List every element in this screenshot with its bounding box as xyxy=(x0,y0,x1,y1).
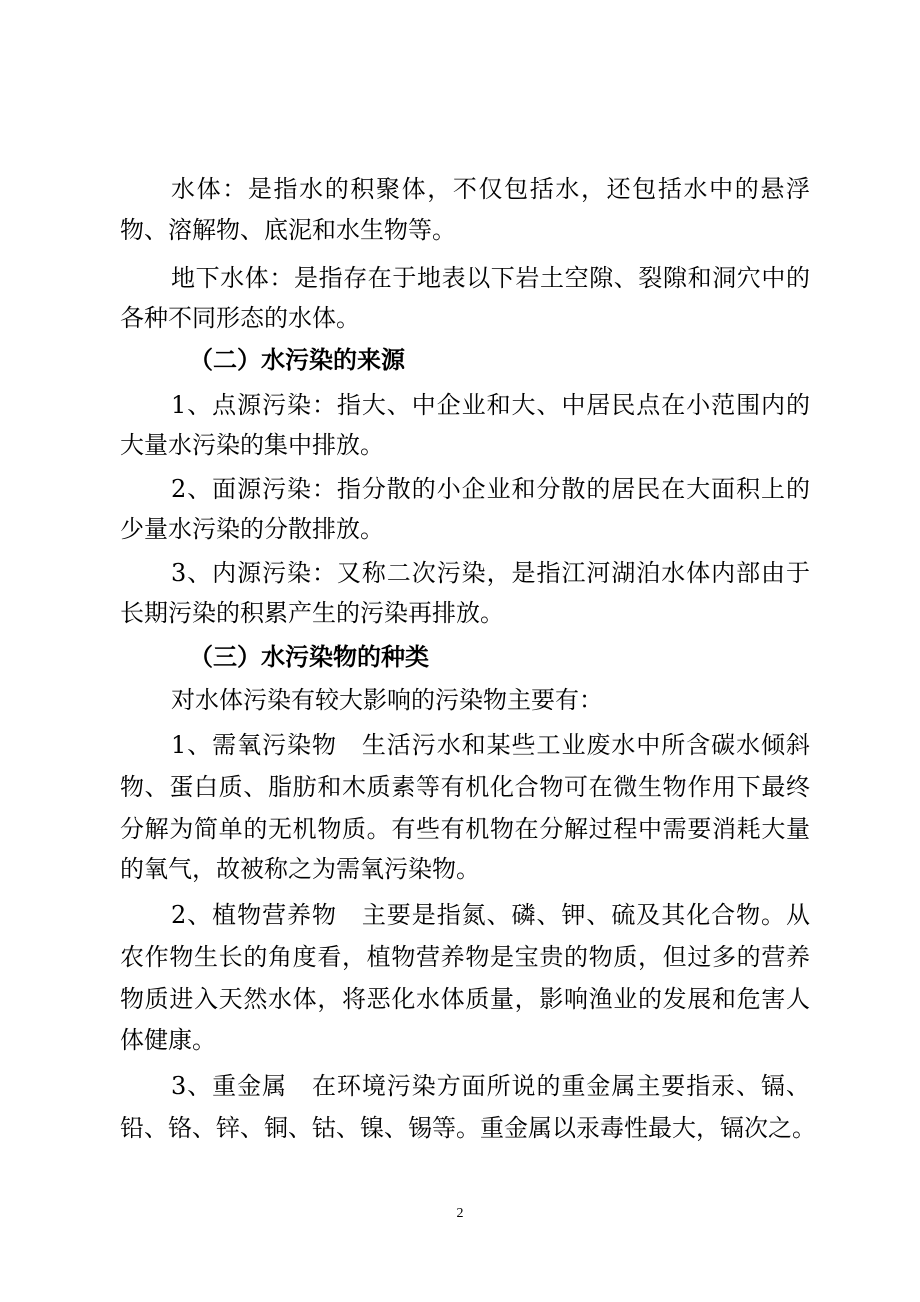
paragraph-area-source-line-2: 少量水污染的分散排放。 xyxy=(120,515,384,543)
paragraph-internal-source-line-2: 长期污染的积累产生的污染再排放。 xyxy=(120,599,504,627)
paragraph-point-source-line-1: 1、点源污染：指大、中企业和大、中居民点在小范围内的 xyxy=(171,391,810,419)
section-heading-pollution-sources: （二）水污染的来源 xyxy=(189,346,405,374)
paragraph-plant-nutrients-line-4: 体健康。 xyxy=(120,1026,216,1054)
paragraph-groundwater-line-2: 各种不同形态的水体。 xyxy=(120,304,360,332)
paragraph-oxygen-demanding-line-2: 物、蛋白质、脂肪和木质素等有机化合物可在微生物作用下最终 xyxy=(120,773,810,801)
paragraph-oxygen-demanding-line-4: 的氧气，故被称之为需氧污染物。 xyxy=(120,855,480,883)
paragraph-area-source-line-1: 2、面源污染：指分散的小企业和分散的居民在大面积上的 xyxy=(171,475,810,503)
paragraph-oxygen-demanding-line-3: 分解为简单的无机物质。有些有机物在分解过程中需要消耗大量 xyxy=(120,815,810,843)
section-heading-pollutant-types: （三）水污染物的种类 xyxy=(189,643,429,671)
paragraph-oxygen-demanding-line-1: 1、需氧污染物 生活污水和某些工业废水中所含碳水倾斜 xyxy=(171,731,810,759)
paragraph-intro: 对水体污染有较大影响的污染物主要有： xyxy=(171,686,603,714)
page-number: 2 xyxy=(456,1206,464,1221)
paragraph-internal-source-line-1: 3、内源污染：又称二次污染，是指江河湖泊水体内部由于 xyxy=(171,559,810,587)
paragraph-plant-nutrients-line-3: 物质进入天然水体，将恶化水体质量，影响渔业的发展和危害人 xyxy=(120,985,810,1013)
paragraph-point-source-line-2: 大量水污染的集中排放。 xyxy=(120,431,384,459)
paragraph-water-body-line-1: 水体：是指水的积聚体，不仅包括水，还包括水中的悬浮 xyxy=(171,175,810,203)
paragraph-water-body-line-2: 物、溶解物、底泥和水生物等。 xyxy=(120,216,456,244)
paragraph-plant-nutrients-line-1: 2、植物营养物 主要是指氮、磷、钾、硫及其化合物。从 xyxy=(171,901,810,929)
paragraph-groundwater-line-1: 地下水体：是指存在于地表以下岩土空隙、裂隙和洞穴中的 xyxy=(171,264,810,292)
paragraph-plant-nutrients-line-2: 农作物生长的角度看，植物营养物是宝贵的物质，但过多的营养 xyxy=(120,943,810,971)
paragraph-heavy-metals-line-2: 铅、铬、锌、铜、钴、镍、锡等。重金属以汞毒性最大，镉次之。 xyxy=(120,1114,816,1142)
paragraph-heavy-metals-line-1: 3、重金属 在环境污染方面所说的重金属主要指汞、镉、 xyxy=(171,1072,810,1100)
